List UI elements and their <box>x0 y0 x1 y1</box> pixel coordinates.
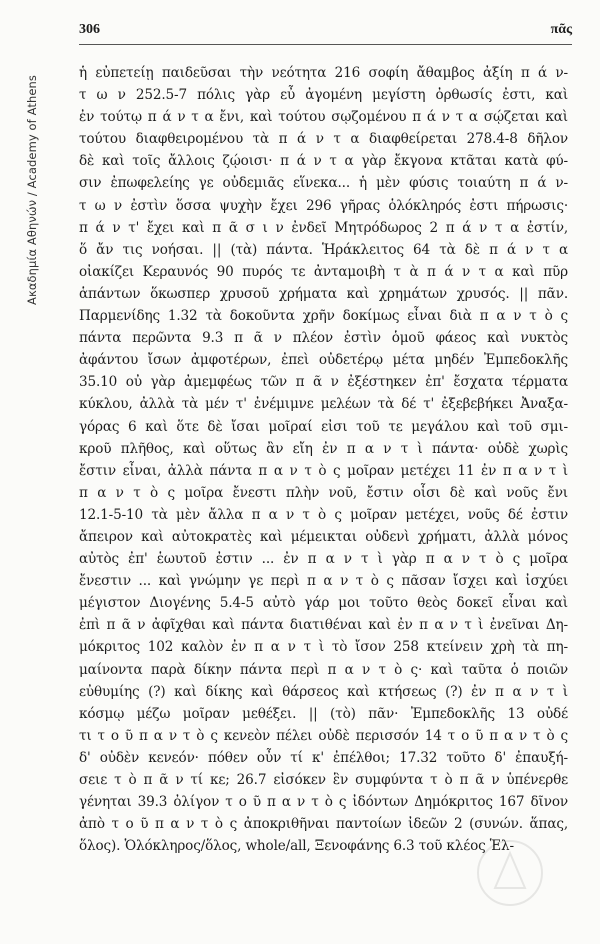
text-line: τι τ ο ῦ π α ν τ ὸ ς κενεὸν πέλει οὐδὲ περισσόν 14 τ ο ῦ π α ν τ ὸ ς <box>79 727 568 744</box>
text-line: πάντα περῶντα 9.3 π ᾶ ν πλέον ἐστὶν ὁμοῦ φάεος καὶ νυκτὸς <box>79 330 568 347</box>
text-line: μαίνοντα παρὰ δίκην πάντα περὶ π α ν τ ὸ ς· καὶ ταῦτα ὁ ποιῶν <box>79 661 568 678</box>
text-line: π ά ν τ' ἔχει καὶ π ᾶ σ ι ν ἐνδεῖ Μητρόδωρος 2 π ά ν τ α ἐστίν, <box>79 219 568 236</box>
text-line: 35.10 οὐ γὰρ ἀμεμφέως τῶν π ᾶ ν ἐξέστηκεν ἐπ' ἔσχατα τέρματα <box>79 374 568 391</box>
text-line: Παρμενίδης 1.32 τὰ δοκοῦντα χρῆν δοκίμως εἶναι διὰ π α ν τ ὸ ς <box>79 308 568 325</box>
text-line: τ ω ν ἐστὶν ὅσσα ψυχὴν ἔχει 296 γῆρας ὁλόκληρός ἐστι πήρωσις· <box>79 197 568 214</box>
text-line: γένηται 39.3 ὀλίγον τ ο ῦ π α ν τ ὸ ς ἰδόντων Δημόκριτος 167 δῖνον <box>79 794 568 811</box>
text-line: μέγιστον Διογένης 5.4-5 αὐτὸ γάρ μοι τοῦτο θεὸς δοκεῖ εἶναι καὶ <box>79 595 568 612</box>
text-line: οἰακίζει Κεραυνός 90 πυρός τε ἀνταμοιβὴ τ ὰ π ά ν τ α καὶ πῦρ <box>79 263 568 280</box>
text-line: ἄπειρον καὶ αὐτοκρατὲς καὶ μέμεικται οὐδενὶ χρήματι, ἀλλὰ μόνος <box>79 528 568 545</box>
text-line: τούτου διαφθειρομένου τὰ π ά ν τ α διαφθείρεται 278.4-8 δῆλον <box>79 131 568 148</box>
text-line: ἀφάντου ἴσων ἀμφοτέρων, ἐπεὶ οὐδετέρῳ μέτα μηδέν Ἐμπεδοκλῆς <box>79 352 568 369</box>
text-line: ὅ ἄν τις νοήσαι. || (τὰ) πάντα. Ἡράκλειτος 64 τὰ δὲ π ά ν τ α <box>79 241 568 258</box>
text-line: ἀπὸ τ ο ῦ π α ν τ ὸ ς ἀποκριθῆναι παντοίων ἰδεῶν 2 (συνών. ἅπας, <box>79 816 568 833</box>
text-line: γόρας 6 καὶ ὅτε δὲ ἴσαι μοῖραί εἰσι τοῦ τε μεγάλου καὶ τοῦ σμι- <box>79 418 568 435</box>
text-line: 12.1-5-10 τὰ μὲν ἄλλα π α ν τ ὸ ς μοῖραν μετέχει, νοῦς δέ ἐστιν <box>79 506 568 523</box>
text-line: μόκριτος 102 καλὸν ἐν π α ν τ ὶ τὸ ἴσον 258 κτείνειν χρὴ τὰ πη- <box>79 639 568 656</box>
text-line: ἔνεστιν ... καὶ γνώμην γε περὶ π α ν τ ὸ ς πᾶσαν ἴσχει καὶ ἰσχύει <box>79 573 568 590</box>
text-line: αὐτὸς ἐπ' ἑωυτοῦ ἐστιν ... ἐν π α ν τ ὶ γὰρ π α ν τ ὸ ς μοῖρα <box>79 551 568 568</box>
side-watermark <box>22 40 42 340</box>
page-number: 306 <box>79 22 100 37</box>
text-line: ἐπὶ π ᾶ ν ἀφῖχθαι καὶ πάντα διατιθέναι καὶ ἐν π α ν τ ὶ ἐνεῖναι Δη- <box>79 617 568 634</box>
text-line: κόσμῳ μέζω μοῖραν μεθέξει. || (τὸ) πᾶν· Ἐμπεδοκλῆς 13 οὐδέ <box>79 705 568 722</box>
body-text <box>79 62 568 857</box>
text-line: δ' οὐδὲν κενεόν· πόθεν οὖν τί κ' ἐπέλθοι; 17.32 τοῦτο δ' ἐπαυξή- <box>79 749 568 766</box>
text-line: ὅλος). Ὁλόκληρος/ὅλος, whole/all, Ξενοφάνης 6.3 τοῦ κλέος Ἑλ- <box>79 838 514 855</box>
page-header <box>79 22 572 44</box>
text-line: σειε τ ὸ π ᾶ ν τί κε; 26.7 εἰσόκεν ἓν συμφύντα τ ὸ π ᾶ ν ὑπένερθε <box>79 772 568 788</box>
text-line: κύκλου, ἀλλὰ τὰ μέν τ' ἐνέμιμνε μελέων τὰ δέ τ' ἐξεβεβήκει Ἀναξα- <box>79 396 568 413</box>
header-rule <box>79 44 572 45</box>
running-head: πᾶς <box>550 22 572 37</box>
text-line: δὲ καὶ τοῖς ἄλλοις ζῴοισι· π ά ν τ α γὰρ ἔκγονα κτᾶται κατὰ φύ- <box>79 153 568 170</box>
academy-seal-icon <box>475 838 545 908</box>
text-line: π α ν τ ὸ ς μοῖρα ἔνεστι πλὴν νοῦ, ἔστιν οἷσι δὲ καὶ νοῦς ἔνι <box>79 484 568 501</box>
text-line: τ ω ν 252.5-7 πόλις γὰρ εὖ ἀγομένη μεγίστη ὀρθωσίς ἐστι, καὶ <box>79 87 568 104</box>
text-line: ἔστιν εἶναι, ἀλλὰ πάντα π α ν τ ὸ ς μοῖραν μετέχει 11 ἐν π α ν τ ὶ <box>79 462 568 479</box>
watermark-text: Ακαδημία Αθηνών / Academy of Athens <box>25 75 40 305</box>
text-line: ἁπάντων ὅκωσπερ χρυσοῦ χρήματα καὶ χρημάτων χρυσός. || πᾶν. <box>79 285 568 302</box>
text-line: εὐθυμίης (?) καὶ δίκης καὶ θάρσεος καὶ κτήσεως (?) ἐν π α ν τ ὶ <box>79 683 568 700</box>
text-line: σιν ἐπωφελείης γε οὐδεμιᾶς εἵνεκα... ἡ μὲν φύσις τοιαύτη π ά ν- <box>79 175 568 192</box>
text-line: ἐν τούτῳ π ά ν τ α ἔνι, καὶ τούτου σῳζομένου π ά ν τ α σῴζεται καὶ <box>79 109 568 126</box>
text-line: ἡ εὐπετείῃ παιδεῦσαι τὴν νεότητα 216 σοφίη ἄθαμβος ἀξίη π ά ν- <box>79 65 568 81</box>
text-line: κροῦ πλῆθος, καὶ οὕτως ἂν εἴη ἐν π α ν τ ὶ πάντα· οὐδὲ χωρὶς <box>79 440 568 457</box>
